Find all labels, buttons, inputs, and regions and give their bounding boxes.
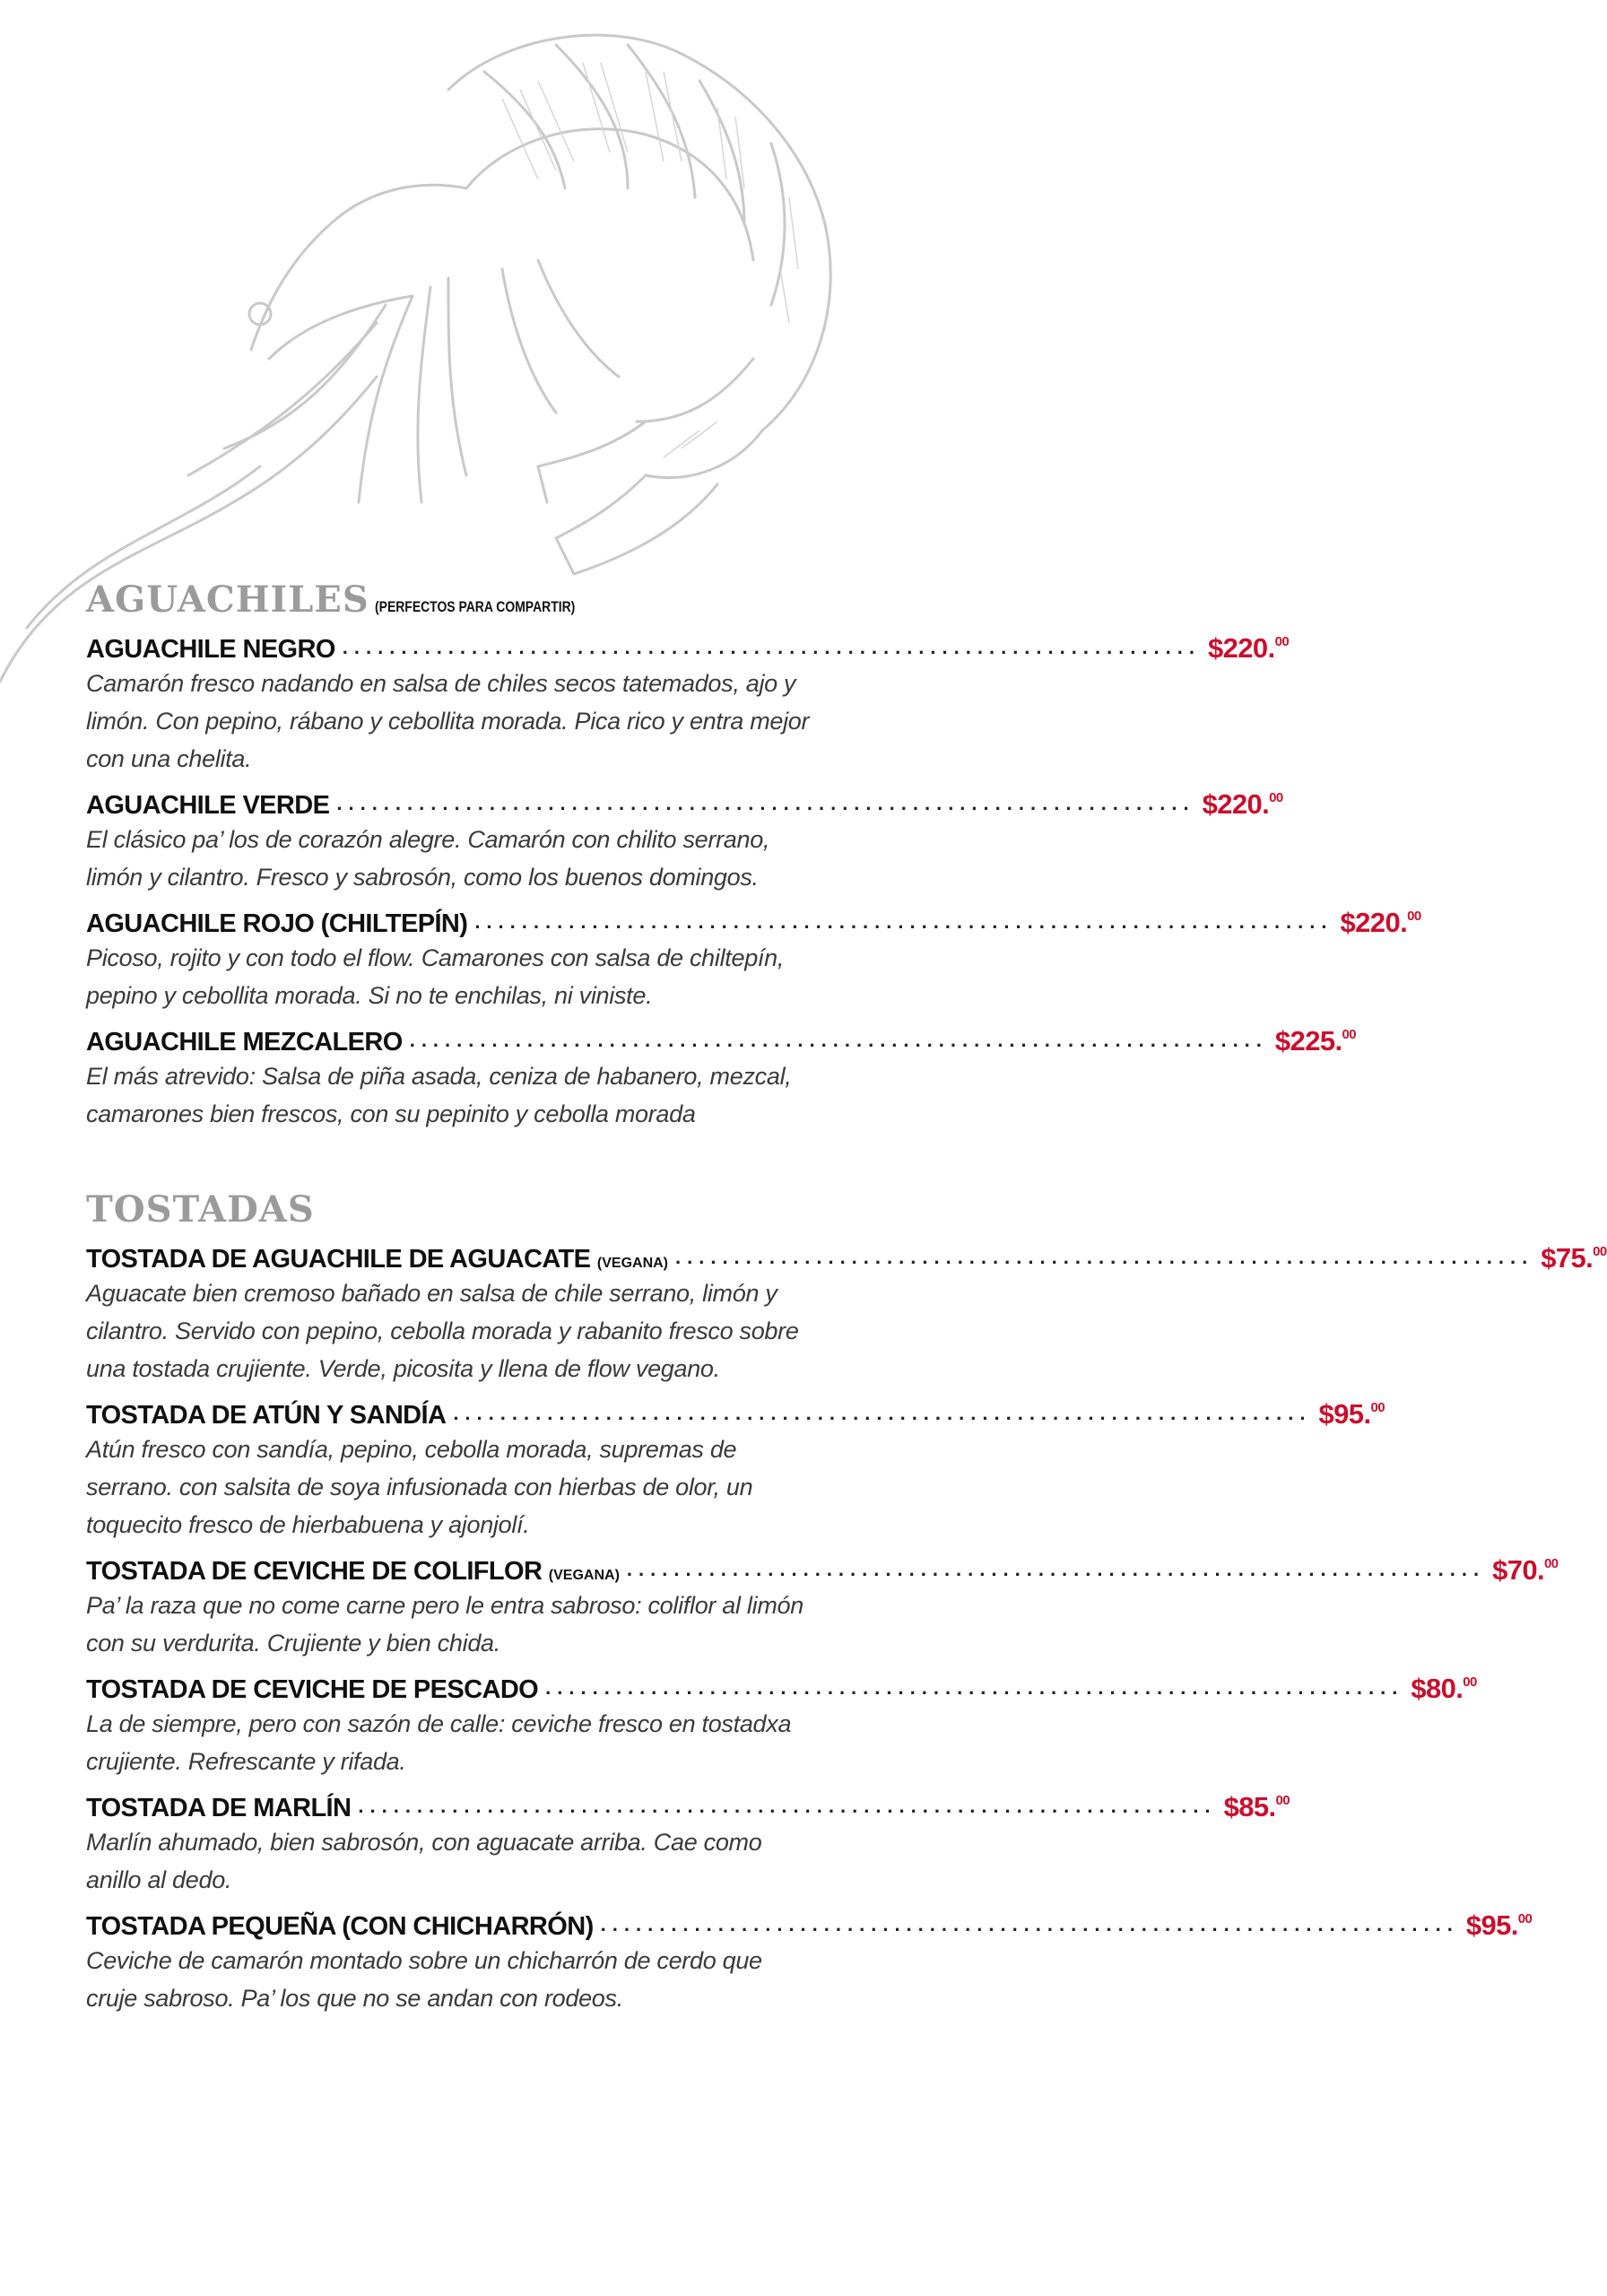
leader-dots: .........................................................................: [545, 1676, 1404, 1699]
menu-item-aguachile-verde: [86, 779, 1283, 896]
item-description: Aguacate bien cremoso bañado en salsa de chile serrano, limón y cilantro. Servido con pepino, cebolla morada y rabanito fresco sobre una tostada crujiente. Verde, picosita y llena de flow vegano.: [86, 1280, 799, 1382]
item-price: $220.00: [1208, 632, 1290, 664]
item-name: TOSTADA DE AGUACHILE DE AGUACATE (VEGANA): [86, 1245, 668, 1274]
item-description: La de siempre, pero con sazón de calle: ceviche fresco en tostadxa crujiente. Refrescante y rifada.: [86, 1710, 792, 1775]
item-description: Pa’ la raza que no come carne pero le entra sabroso: coliflor al limón con su verdurita. Crujiente y bien chida.: [86, 1592, 804, 1657]
section-title: TOSTADAS: [86, 1188, 315, 1231]
item-note: (VEGANA): [596, 1256, 668, 1271]
item-description: El más atrevido: Salsa de piña asada, ceniza de habanero, mezcal, camarones bien frescos, con su pepinito y cebolla morada: [86, 1063, 792, 1127]
item-price: $225.00: [1274, 1025, 1356, 1057]
leader-dots: .........................................................................: [342, 636, 1201, 658]
item-note: (VEGANA): [548, 1568, 620, 1583]
leader-dots: .........................................................................: [336, 792, 1195, 814]
leader-dots: .........................................................................: [474, 910, 1333, 933]
item-price: $70.00: [1492, 1554, 1559, 1586]
item-name: AGUACHILE NEGRO: [86, 635, 335, 664]
leader-dots: .........................................................................: [626, 1558, 1486, 1580]
item-price: $220.00: [1202, 788, 1283, 820]
menu-item-tostada-pequena: [86, 1900, 1533, 2017]
leader-dots: .........................................................................: [453, 1402, 1312, 1424]
item-name: TOSTADA DE MARLÍN: [86, 1794, 352, 1822]
leader-dots: .........................................................................: [675, 1246, 1534, 1268]
menu-item-tostada-atun-sandia: [86, 1389, 1385, 1544]
item-name: AGUACHILE VERDE: [86, 791, 330, 820]
item-description: El clásico pa’ los de corazón alegre. Camarón con chilito serrano, limón y cilantro. Fresco y sabrosón, como los buenos domingos.: [86, 826, 770, 891]
section-header: [86, 578, 818, 622]
item-name: TOSTADA DE CEVICHE DE COLIFLOR (VEGANA): [86, 1557, 620, 1586]
section-title: AGUACHILES: [86, 578, 369, 621]
item-price: $95.00: [1465, 1909, 1533, 1941]
item-name: AGUACHILE MEZCALERO: [86, 1028, 403, 1057]
menu-item-tostada-ceviche-coliflor: [86, 1545, 1559, 1662]
item-price: $220.00: [1340, 907, 1421, 938]
menu-item-aguachile-rojo: [86, 898, 1421, 1014]
shrimp-illustration: [0, 0, 920, 628]
item-name: TOSTADA DE CEVICHE DE PESCADO: [86, 1675, 539, 1704]
leader-dots: .........................................................................: [600, 1913, 1459, 1935]
item-price: $80.00: [1411, 1673, 1477, 1704]
menu-item-tostada-ceviche-pescado: [86, 1664, 1477, 1780]
section-tostadas: [86, 1188, 1607, 2017]
item-name: AGUACHILE ROJO (CHILTEPÍN): [86, 909, 468, 938]
item-description: Atún fresco con sandía, pepino, cebolla morada, supremas de serrano. con salsita de soya infusionada con hierbas de olor, un toquecito fresco de hierbabuena y ajonjolí.: [86, 1436, 753, 1538]
item-price: $75.00: [1541, 1242, 1607, 1274]
menu-item-aguachile-mezcalero: [86, 1016, 1356, 1133]
section-note: (PERFECTOS PARA COMPARTIR): [374, 598, 576, 615]
menu-item-tostada-marlin: [86, 1782, 1290, 1899]
leader-dots: .........................................................................: [358, 1795, 1217, 1817]
item-description: Marlín ahumado, bien sabrosón, con aguacate arriba. Cae como anillo al dedo.: [86, 1829, 762, 1893]
section-header: [86, 1188, 818, 1231]
item-name: TOSTADA DE ATÚN Y SANDÍA: [86, 1401, 447, 1430]
menu-item-tostada-aguachile-aguacate: [86, 1233, 1607, 1387]
item-description: Camarón fresco nadando en salsa de chiles secos tatemados, ajo y limón. Con pepino, rábano y cebollita morada. Pica rico y entra mejor con una chelita.: [86, 670, 810, 772]
item-description: Ceviche de camarón montado sobre un chicharrón de cerdo que cruje sabroso. Pa’ los que no se andan con rodeos.: [86, 1947, 762, 2012]
item-price: $85.00: [1223, 1791, 1290, 1822]
item-description: Picoso, rojito y con todo el flow. Camarones con salsa de chiltepín, pepino y cebollita morada. Si no te enchilas, ni viniste.: [86, 944, 785, 1009]
menu: [86, 578, 1607, 2017]
leader-dots: .........................................................................: [409, 1029, 1268, 1051]
item-price: $95.00: [1318, 1398, 1385, 1430]
item-name: TOSTADA PEQUEÑA (CON CHICHARRÓN): [86, 1912, 594, 1941]
section-aguachiles: [86, 578, 1421, 1133]
menu-item-aguachile-negro: [86, 623, 1290, 778]
